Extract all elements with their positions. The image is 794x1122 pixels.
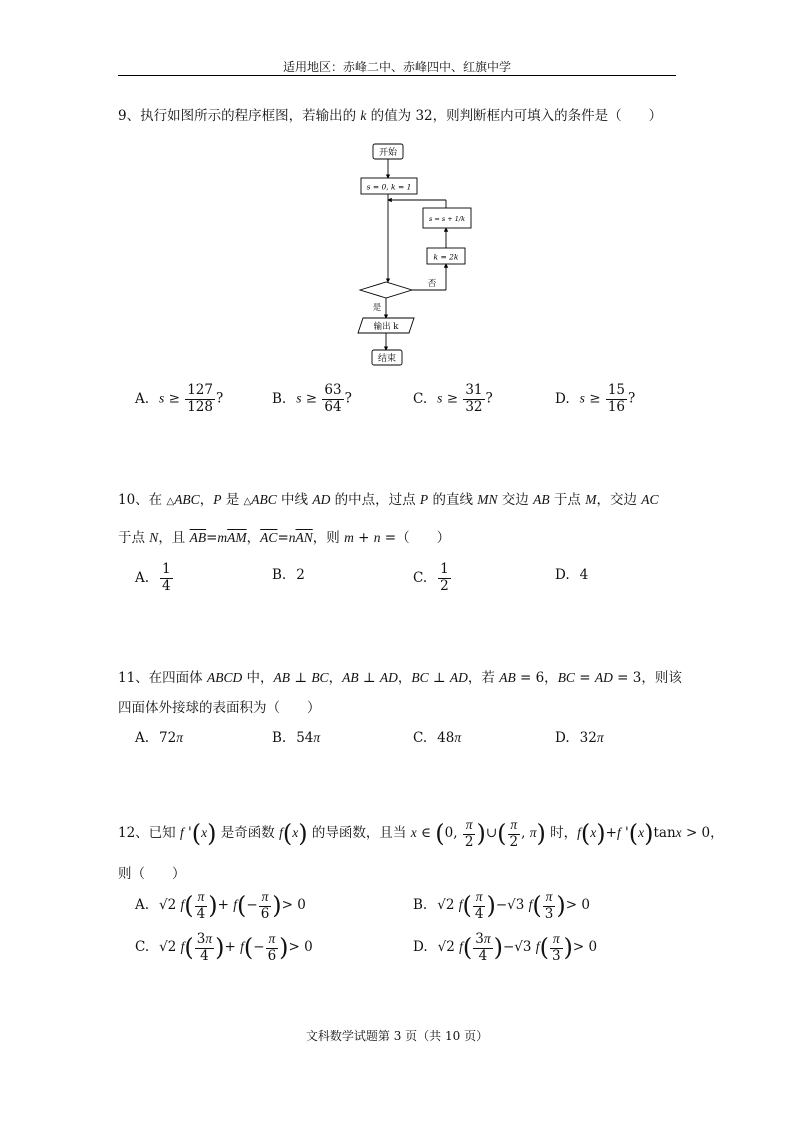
q9-option-c: C. s ≥ $\frac{31}{32}$ ? — [413, 382, 493, 415]
question-10-line1: 10、在 △ABC，P 是 △ABC 中线 AD 的中点，过点 P 的直线 MN 交边 AB 于点 M，交边 AC — [118, 492, 659, 508]
flow-decision-diamond — [360, 282, 412, 298]
q10-option-a: A. $\frac{1}{4}$ — [135, 561, 171, 594]
flow-start-label: 开始 — [378, 148, 398, 158]
q11-option-d: D. 32π — [555, 730, 604, 746]
flow-no-label: 否 — [427, 279, 437, 289]
flow-output-label: 输出 k — [373, 322, 399, 332]
q10-option-b: B. 2 — [272, 567, 305, 583]
q12-option-d: D. √2 f( $\frac{3\pi}{4}$ )−√3 f( $\frac{\pi}{3}$ )> 0 — [413, 931, 598, 964]
question-12-line2: 则（ ） — [118, 866, 186, 882]
question-12-line1: 12、已知 f '(x) 是奇函数 f(x) 的导函数，且当 x ∈ (0, $\frac{\pi}{2}$ )∪( $\frac{\pi}{2}$ , π) 时，f(x)+f '(x)tanx > 0， — [118, 817, 724, 850]
question-9-text: 9、执行如图所示的程序框图，若输出的 k 的值为 32，则判断框内可填入的条件是（ ） — [118, 108, 663, 124]
q12-option-c: C. √2 f( $\frac{3\pi}{4}$ )+ f(− $\frac{\pi}{6}$ )> 0 — [135, 931, 313, 964]
question-10-line2: 于点 N，且 $\overline{AB}=m\overline{AM}$，$\overline{AC}=n\overline{AN}$，则 m + n =（ ） — [118, 530, 451, 546]
header-rule — [118, 75, 676, 76]
q11-option-a: A. 72π — [135, 730, 183, 746]
question-11-line1: 11、在四面体 ABCD 中，AB ⊥ BC，AB ⊥ AD，BC ⊥ AD，若 AB = 6，BC = AD = 3，则该 — [118, 670, 682, 686]
page-footer: 文科数学试题第 3 页（共 10 页） — [305, 1029, 489, 1043]
flow-update-s-label: s = s + 1/k — [428, 215, 466, 223]
q11-option-c: C. 48π — [413, 730, 462, 746]
q11-option-b: B. 54π — [272, 730, 321, 746]
q9-option-b: B. s ≥ $\frac{63}{64}$ ? — [272, 382, 352, 415]
q9-option-d: D. s ≥ $\frac{15}{16}$ ? — [555, 382, 636, 415]
q12-option-a: A. √2 f( $\frac{\pi}{4}$ )+ f(− $\frac{\pi}{6}$ )> 0 — [135, 889, 306, 922]
q9-option-a: A. s ≥ $\frac{127}{128}$ ? — [135, 382, 224, 415]
question-11-line2: 四面体外接球的表面积为（ ） — [118, 700, 321, 716]
q10-option-d: D. 4 — [555, 567, 589, 583]
flow-update-k-label: k = 2k — [433, 252, 459, 262]
flow-init-label: s = 0, k = 1 — [366, 182, 412, 192]
flow-yes-label: 是 — [372, 303, 382, 313]
q10-option-c: C. $\frac{1}{2}$ — [413, 561, 449, 594]
flow-end-label: 结束 — [377, 354, 397, 364]
flowchart — [355, 140, 485, 372]
q12-option-b: B. √2 f( $\frac{\pi}{4}$ )−√3 f( $\frac{\pi}{3}$ )> 0 — [413, 889, 590, 922]
page-header: 适用地区：赤峰二中、赤峰四中、红旗中学 — [282, 60, 511, 74]
